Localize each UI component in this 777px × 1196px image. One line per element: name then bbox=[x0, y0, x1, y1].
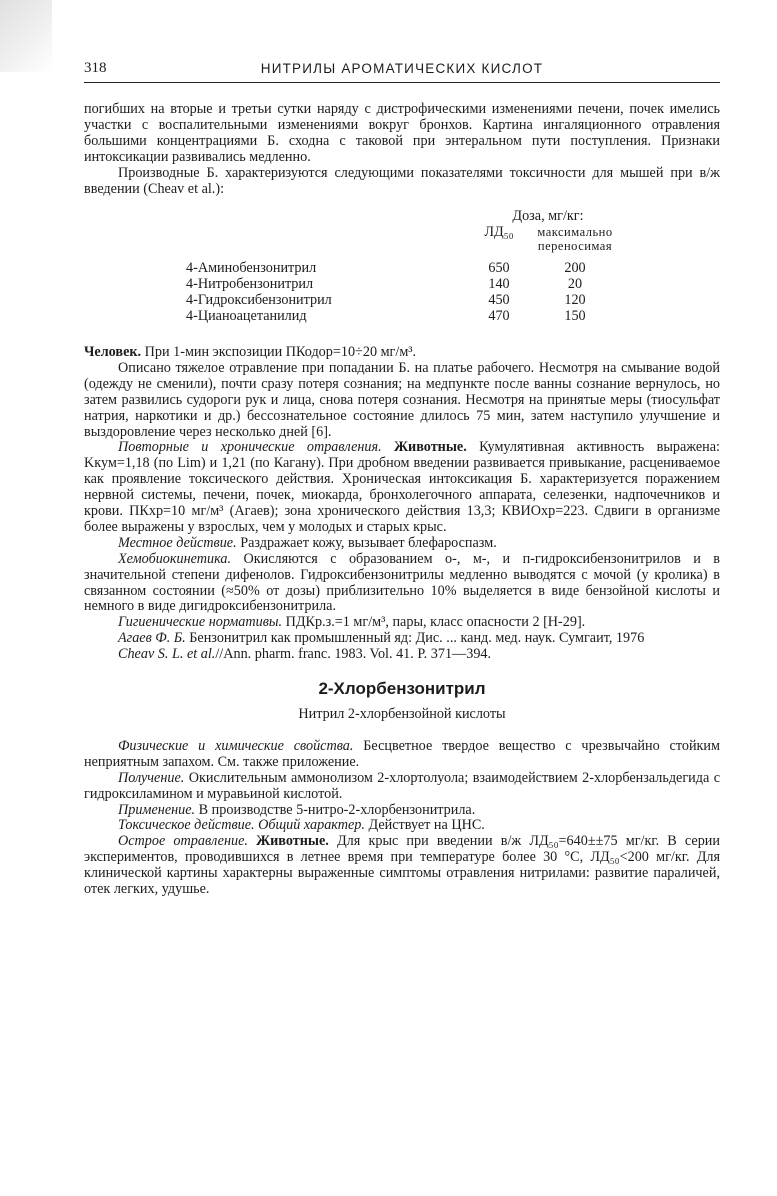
ld50-value: 450 bbox=[488, 292, 510, 309]
text: Окислительным аммонолизом 2-хлортолуола; взаимодействием 2-хлорбензальдегида с гидроксиламином и муравьиной кислотой. bbox=[84, 769, 720, 802]
italic-label: Местное действие. bbox=[118, 534, 237, 551]
ref-author: Cheav S. L. et al. bbox=[118, 646, 216, 663]
table-row bbox=[186, 277, 624, 293]
page-header bbox=[84, 58, 720, 82]
paragraph-props bbox=[84, 739, 720, 771]
italic-label: Повторные и хронические отравления. bbox=[118, 439, 382, 456]
italic-label: Хемобиокинетика. bbox=[118, 550, 232, 567]
bold-label: Человек. bbox=[84, 343, 142, 360]
paragraph: Производные Б. характеризуются следующими показателями токсичности для мышей при в/ж введении (Cheav et al.): bbox=[84, 164, 720, 197]
page-number: 318 bbox=[84, 60, 107, 76]
ld50-value: 470 bbox=[488, 308, 510, 325]
text: При 1-мин экспозиции ПКодор=10÷20 мг/м³. bbox=[141, 343, 417, 360]
italic-label: Токсическое действие. Общий характер. bbox=[118, 817, 365, 834]
page-body bbox=[84, 102, 720, 898]
table-row bbox=[186, 309, 624, 325]
table-dose-header: Доза, мг/кг: bbox=[512, 208, 584, 225]
italic-label: Применение. bbox=[118, 801, 196, 818]
max-value: 150 bbox=[564, 308, 586, 325]
paragraph: Описано тяжелое отравление при попадании Б. на платье рабочего. Несмотря на смывание водой (одежду не сменили), почти сразу потеря сознания; на медпункте после ванны сознание вернулось, но затем развились судороги рук и лица, снова потеря сознания. Несмотря на принятые меры (тиосульфат натрия, наркотики и др.) бессознательное состояние длилось 75 мин, затем наступило улучшение и выздоровление через несколько дней [6]. bbox=[84, 359, 720, 440]
compound-name: 4-Аминобензонитрил bbox=[186, 260, 317, 277]
paragraph-chronic bbox=[84, 440, 720, 535]
reference bbox=[84, 647, 720, 663]
italic-label: Получение. bbox=[118, 769, 185, 786]
section-title: 2-Хлорбензонитрил bbox=[318, 679, 486, 699]
toxicity-table bbox=[186, 209, 624, 325]
paragraph-kinetics bbox=[84, 552, 720, 616]
paragraph-obtain bbox=[84, 771, 720, 803]
max-value: 120 bbox=[564, 292, 586, 309]
table-row bbox=[186, 261, 624, 277]
header-rule bbox=[84, 82, 720, 83]
compound-name: 4-Цианоацетанилид bbox=[186, 308, 307, 325]
max-value: 20 bbox=[567, 276, 583, 293]
running-title: НИТРИЛЫ АРОМАТИЧЕСКИХ КИСЛОТ bbox=[260, 61, 544, 76]
italic-label: Физические и химические свойства. bbox=[118, 737, 354, 754]
table-col-max: максимально переносимая bbox=[537, 225, 613, 254]
section-subtitle: Нитрил 2-хлорбензойной кислоты bbox=[298, 706, 506, 722]
max-value: 200 bbox=[564, 260, 586, 277]
ref-text: Бензонитрил как промышленный яд: Дис. ... канд. мед. наук. Сумгаит, 1976 bbox=[185, 630, 645, 647]
compound-name: 4-Гидроксибензонитрил bbox=[186, 292, 332, 309]
book-page bbox=[84, 58, 720, 898]
text: Окисляются с образованием о-, м-, и п-гидроксибензонитрилов и в значительной степени дифенолов. Гидроксибензонитрилы медленно выводятся с мочой (у кролика) в связанном состоянии (≈50% от дозы) приблизительно 10% выделяется в виде бензойной кислоты и немного в виде дигидроксибензонитрила. bbox=[84, 550, 720, 615]
text: Бесцветное твердое вещество с чрезвычайно стойким неприятным запахом. См. также приложение. bbox=[84, 737, 720, 770]
reference bbox=[84, 631, 720, 647]
paragraph: погибших на вторые и третьи сутки наряду с дистрофическими изменениями печени, почек имелись участки с воспалительными изменениями вокруг бронхов. Картина ингаляционного отравления большими концентрациями Б. сходна с таковой при энтеральном пути поступления. Признаки интоксикации развивались медленно. bbox=[84, 101, 720, 165]
table-row bbox=[186, 293, 624, 309]
compound-name: 4-Нитробензонитрил bbox=[186, 276, 314, 293]
table-col-ld50: ЛД₅₀ bbox=[484, 224, 514, 241]
bold-label: Животные. bbox=[247, 833, 329, 850]
italic-label: Острое отравление. bbox=[118, 833, 248, 850]
paragraph-norms bbox=[84, 615, 720, 631]
ref-text: //Ann. pharm. franc. 1983. Vol. 41. P. 371—394. bbox=[215, 646, 492, 663]
text: Для крыс при введении в/ж ЛД₅₀=640±±75 мг/кг. В серии экспериментов, проводившихся в летнее время при температуре более 30 °С, ЛД₅₀<200 мг/кг. Для клинической картины характерны выраженные симптомы отравления нитрилами: развитие параличей, отек легких, удушье. bbox=[84, 833, 720, 898]
text: Раздражает кожу, вызывает блефароспазм. bbox=[236, 534, 497, 551]
ld50-value: 650 bbox=[488, 260, 510, 277]
paragraph-use bbox=[84, 803, 720, 819]
paragraph-local bbox=[84, 536, 720, 552]
ld50-value: 140 bbox=[488, 276, 510, 293]
bold-label: Животные. bbox=[381, 439, 467, 456]
text: ПДКр.з.=1 мг/м³, пары, класс опасности 2 [Н-29]. bbox=[282, 614, 586, 631]
text: Кумулятивная активность выражена: Kкум=1,18 (по Lim) и 1,21 (по Кагану). При дробном введении развивается привыкание, расцениваемое как проявление токсического действия. Хроническая интоксикация Б. характеризуется поражением нервной системы, печени, почек, миокарда, бронхолегочного аппарата, селезенки, надпочечников и крови. ПКхр=10 мг/м³ (Агаев); зона хронического действия 13,3; КВИОхр=223. Сдвиги в организме более выражены у взрослых, чем у молодых и старых крыс. bbox=[84, 439, 720, 535]
scan-smudge bbox=[0, 0, 52, 72]
paragraph-toxic bbox=[84, 818, 720, 834]
text: Действует на ЦНС. bbox=[364, 817, 485, 834]
paragraph-acute bbox=[84, 834, 720, 898]
italic-label: Гигиенические нормативы. bbox=[118, 614, 283, 631]
text: В производстве 5-нитро-2-хлорбензонитрила. bbox=[195, 801, 476, 818]
paragraph-human bbox=[84, 345, 720, 361]
ref-author: Агаев Ф. Б. bbox=[118, 630, 186, 647]
